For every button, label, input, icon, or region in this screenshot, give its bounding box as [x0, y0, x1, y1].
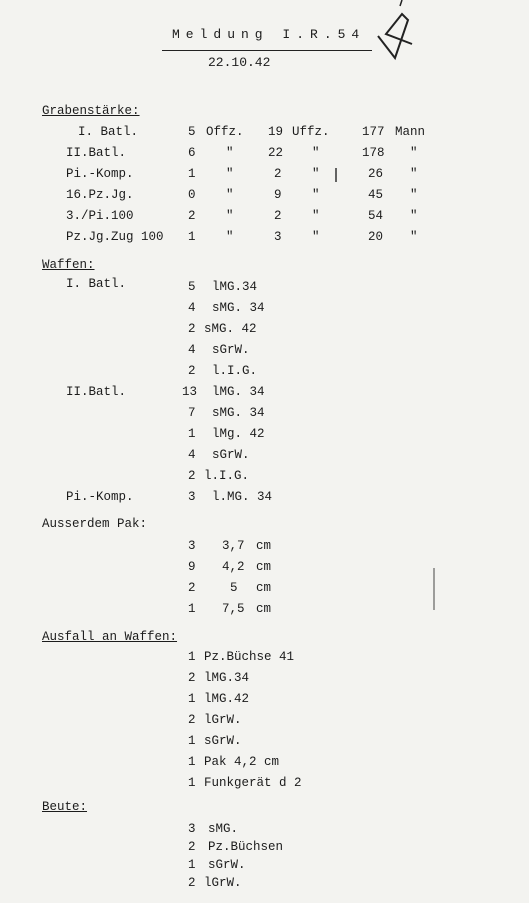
group-unit: I. Batl. — [66, 277, 127, 291]
pak-heading: Ausserdem Pak: — [42, 517, 148, 531]
mann-count: 54 — [368, 209, 384, 223]
waffen-heading: Waffen: — [42, 258, 95, 272]
uffz-label: " — [312, 167, 320, 181]
weapon-name: sGrW. — [212, 448, 250, 462]
pak-unit: cm — [256, 602, 272, 616]
mann-label: " — [410, 188, 418, 202]
beute-name: sMG. — [208, 822, 239, 836]
uffz-count: 2 — [274, 167, 282, 181]
unit-name: I. Batl. — [78, 125, 139, 139]
mann-label: " — [410, 230, 418, 244]
unit-name: Pz.Jg.Zug 100 — [66, 230, 164, 244]
beute-name: lGrW. — [204, 876, 242, 890]
pak-unit: cm — [256, 560, 272, 574]
offz-count: 2 — [188, 209, 196, 223]
pak-caliber: 4,2 — [222, 560, 245, 574]
weapon-count: 1 — [188, 427, 196, 441]
uffz-count: 19 — [268, 125, 284, 139]
mann-label: " — [410, 209, 418, 223]
offz-label: " — [226, 209, 234, 223]
offz-label: Offz. — [206, 125, 244, 139]
weapon-count: 4 — [188, 301, 196, 315]
offz-count: 5 — [188, 125, 196, 139]
ausfall-name: lMG.34 — [204, 671, 250, 685]
weapon-name: l.I.G. — [204, 469, 250, 483]
uffz-count: 3 — [274, 230, 282, 244]
pak-caliber: 7,5 — [222, 602, 245, 616]
report-date: 22.10.42 — [208, 55, 271, 70]
uffz-label: Uffz. — [292, 125, 330, 139]
uffz-count: 2 — [274, 209, 282, 223]
weapon-count: 4 — [188, 448, 196, 462]
ausfall-name: Pak 4,2 cm — [204, 755, 280, 769]
ausfall-count: 1 — [188, 734, 196, 748]
report-title: Meldung I.R.54 — [172, 27, 366, 42]
grabenstaerke-heading: Grabenstärke: — [42, 104, 140, 118]
mann-label: " — [410, 167, 418, 181]
offz-label: " — [226, 188, 234, 202]
ausfall-name: Pz.Büchse 41 — [204, 650, 295, 664]
beute-count: 2 — [188, 840, 196, 854]
uffz-label: " — [312, 188, 320, 202]
unit-name: 3./Pi.100 — [66, 209, 134, 223]
group-unit: II.Batl. — [66, 385, 127, 399]
mann-count: 26 — [368, 167, 384, 181]
pak-caliber: 5 — [230, 581, 238, 595]
ausfall-heading: Ausfall an Waffen: — [42, 630, 178, 644]
weapon-name: l.I.G. — [212, 364, 258, 378]
uffz-label: " — [312, 209, 320, 223]
uffz-count: 22 — [268, 146, 284, 160]
weapon-count: 13 — [182, 385, 198, 399]
ausfall-name: sGrW. — [204, 734, 242, 748]
weapon-name: l.MG. 34 — [212, 490, 273, 504]
weapon-name: lMG.34 — [212, 280, 258, 294]
unit-name: 16.Pz.Jg. — [66, 188, 134, 202]
group-unit: Pi.-Komp. — [66, 490, 134, 504]
mann-count: 45 — [368, 188, 384, 202]
ausfall-count: 2 — [188, 671, 196, 685]
mann-count: 20 — [368, 230, 384, 244]
mann-count: 178 — [362, 146, 385, 160]
weapon-name: lMg. 42 — [212, 427, 265, 441]
beute-name: Pz.Büchsen — [208, 840, 284, 854]
offz-count: 0 — [188, 188, 196, 202]
uffz-label: " — [312, 146, 320, 160]
offz-count: 1 — [188, 230, 196, 244]
offz-label: " — [226, 167, 234, 181]
ausfall-count: 1 — [188, 692, 196, 706]
pak-unit: cm — [256, 581, 272, 595]
weapon-name: lMG. 34 — [212, 385, 265, 399]
offz-count: 6 — [188, 146, 196, 160]
beute-count: 3 — [188, 822, 196, 836]
weapon-count: 2 — [188, 322, 196, 336]
beute-name: sGrW. — [208, 858, 246, 872]
weapon-name: sGrW. — [212, 343, 250, 357]
unit-name: Pi.-Komp. — [66, 167, 134, 181]
weapon-count: 3 — [188, 490, 196, 504]
ausfall-count: 1 — [188, 776, 196, 790]
ausfall-name: Funkgerät d 2 — [204, 776, 302, 790]
ausfall-name: lGrW. — [204, 713, 242, 727]
pak-count: 9 — [188, 560, 196, 574]
ausfall-name: lMG.42 — [204, 692, 250, 706]
ausfall-count: 1 — [188, 650, 196, 664]
beute-count: 2 — [188, 876, 196, 890]
offz-label: " — [226, 146, 234, 160]
uffz-label: " — [312, 230, 320, 244]
unit-name: II.Batl. — [66, 146, 127, 160]
pak-count: 1 — [188, 602, 196, 616]
ausfall-count: 1 — [188, 755, 196, 769]
weapon-count: 2 — [188, 469, 196, 483]
mann-count: 177 — [362, 125, 385, 139]
ausfall-count: 2 — [188, 713, 196, 727]
pak-count: 3 — [188, 539, 196, 553]
weapon-count: 7 — [188, 406, 196, 420]
pak-unit: cm — [256, 539, 272, 553]
mann-label: Mann — [395, 125, 426, 139]
weapon-name: sMG. 34 — [212, 301, 265, 315]
weapon-count: 2 — [188, 364, 196, 378]
weapon-name: sMG. 42 — [204, 322, 257, 336]
mann-label: " — [410, 146, 418, 160]
offz-count: 1 — [188, 167, 196, 181]
beute-count: 1 — [188, 858, 196, 872]
weapon-count: 4 — [188, 343, 196, 357]
pak-caliber: 3,7 — [222, 539, 245, 553]
pak-count: 2 — [188, 581, 196, 595]
offz-label: " — [226, 230, 234, 244]
weapon-count: 5 — [188, 280, 196, 294]
weapon-name: sMG. 34 — [212, 406, 265, 420]
uffz-count: 9 — [274, 188, 282, 202]
beute-heading: Beute: — [42, 800, 88, 814]
